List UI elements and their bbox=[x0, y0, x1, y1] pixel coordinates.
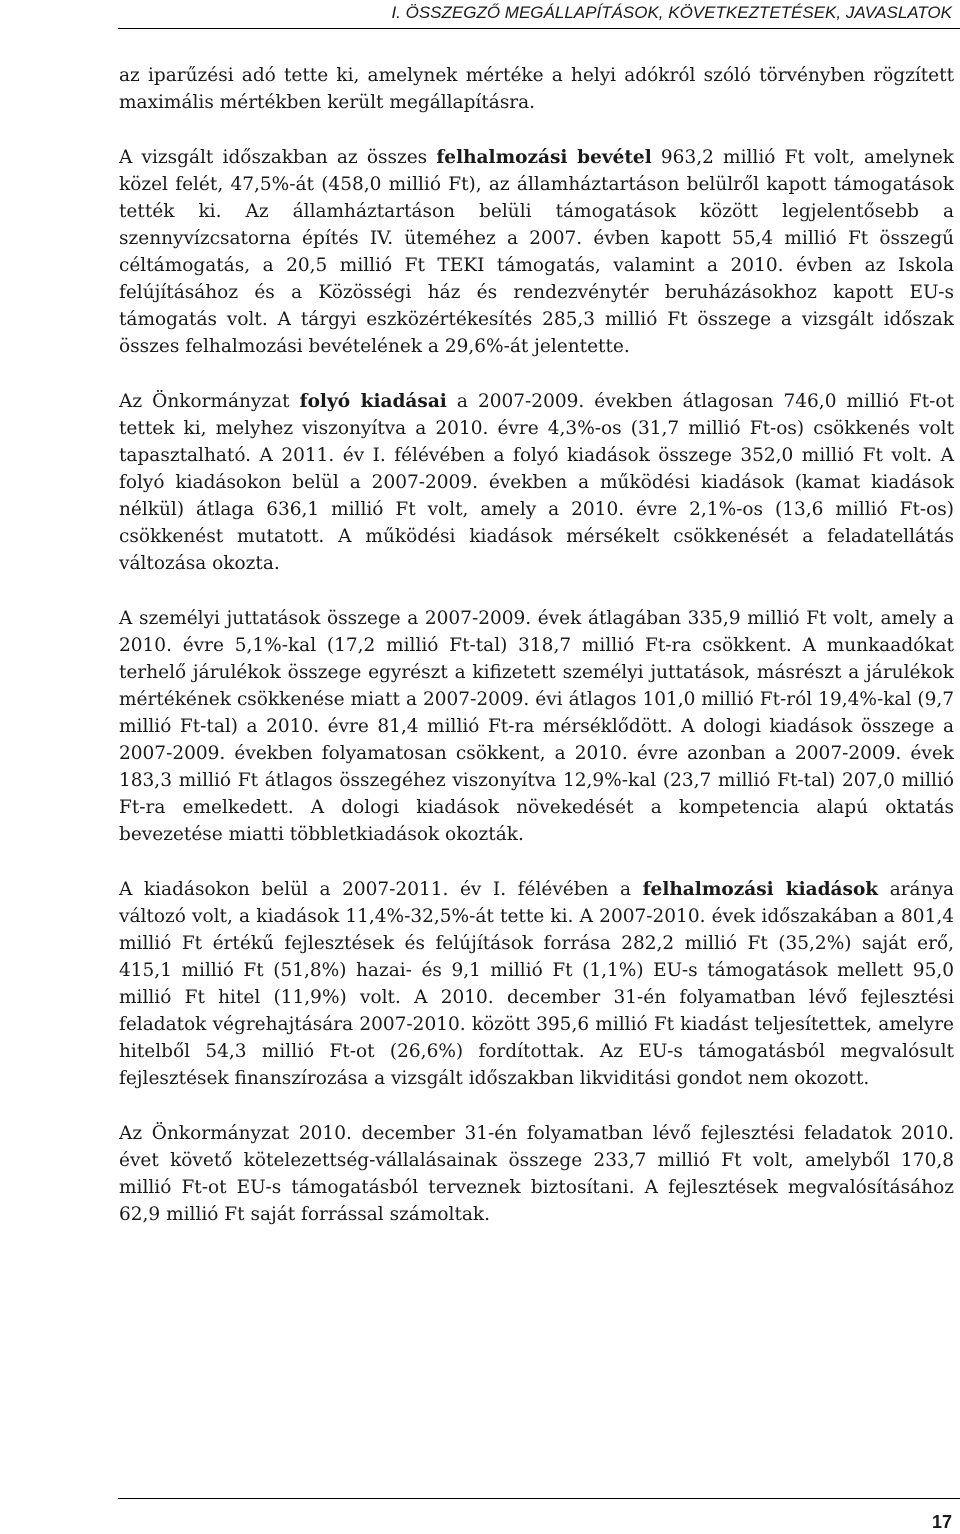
emphasis-term: folyó kiadásai bbox=[299, 391, 447, 412]
paragraph-personnel-costs: A személyi juttatások összege a 2007-2009. évek átlagában 335,9 millió Ft volt, amely a 2010. évre 5,1%-kal (17,2 millió Ft-tal) 318,7 millió Ft-ra csökkent. A munkaadókat terhelő járulékok összege egyrészt a kifizetett személyi juttatások, másrészt a járulékok mértékének csökkenése miatt a 2007-2009. évi átlagos 101,0 millió Ft-ról 19,4%-kal (9,7 millió Ft-tal) a 2010. évre 81,4 millió Ft-ra mérséklődött. A dologi kiadások összege a 2007-2009. években folyamatosan csökkent, a 2010. évre azonban a 2007-2009. évek 183,3 millió Ft átlagos összegéhez viszonyítva 12,9%-kal (23,7 millió Ft-tal) 207,0 millió Ft-ra emelkedett. A dologi kiadások növekedését a kompetencia alapú oktatás bevezetése miatti többletkiadások okozták. bbox=[119, 608, 954, 845]
paragraph-text: aránya változó volt, a kiadások 11,4%-32,5%-át tette ki. A 2007-2010. évek időszakában a 801,4 millió Ft értékű fejlesztések és felújítások forrása 282,2 millió Ft (35,2%) saját erő, 415,1 millió Ft (51,8%) hazai- és 9,1 millió Ft (1,1%) EU-s támogatások mellett 95,0 millió Ft hitel (11,9%) volt. A 2010. december 31-én folyamatban lévő fejlesztési feladatok végrehajtására 2007-2010. között 395,6 millió Ft kiadást teljesítettek, amelyre hitelből 54,3 millió Ft-ot (26,6%) fordítottak. Az EU-s támogatásból megvalósult fejlesztések finanszírozása a vizsgált időszakban likviditási gondot nem okozott. bbox=[119, 879, 954, 1089]
paragraph-text: A vizsgált időszakban az összes bbox=[119, 147, 437, 168]
page-number: 17 bbox=[931, 1512, 952, 1532]
paragraph-text: 963,2 millió Ft volt, amelynek közel felét, 47,5%-át (458,0 millió Ft), az államháztartáson belülről kapott támogatások tették ki. Az államháztartáson belüli támogatások között legjelentősebb a szennyvízcsatorna építés IV. üteméhez a 2007. évben kapott 55,4 millió Ft összegű céltámogatás, a 20,5 millió Ft TEKI támogatás, valamint a 2010. évben az Iskola felújításához és a Közösségi ház és rendezvénytér beruházásokhoz kapott EU-s támogatás volt. A tárgyi eszközértékesítés 285,3 millió Ft összege a vizsgált időszak összes felhalmozási bevételének a 29,6%-át jelentette. bbox=[119, 147, 954, 357]
document-body bbox=[119, 62, 954, 1256]
page-header bbox=[0, 0, 960, 30]
paragraph-capital-revenue bbox=[119, 144, 954, 360]
chapter-title: I. ÖSSZEGZŐ MEGÁLLAPÍTÁSOK, KÖVETKEZTETÉSEK, JAVASLATOK bbox=[391, 3, 952, 22]
paragraph-text: a 2007-2009. években átlagosan 746,0 millió Ft-ot tettek ki, melyhez viszonyítva a 2010. évre 4,3%-os (31,7 millió Ft-os) csökkenés volt tapasztalható. A 2011. év I. félévében a folyó kiadások összege 352,0 millió Ft volt. A folyó kiadásokon belül a 2007-2009. években a működési kiadások (kamat kiadások nélkül) átlaga 636,1 millió Ft volt, amely a 2010. évre 2,1%-os (13,6 millió Ft-os) csökkenést mutatott. A működési kiadások mérsékelt csökkenését a feladatellátás változása okozta. bbox=[119, 391, 954, 574]
paragraph-text: A kiadásokon belül a 2007-2011. év I. félévében a bbox=[119, 879, 643, 900]
emphasis-term: felhalmozási kiadások bbox=[642, 879, 879, 900]
paragraph-text: Az Önkormányzat bbox=[119, 391, 300, 412]
paragraph-commitments: Az Önkormányzat 2010. december 31-én folyamatban lévő fejlesztési feladatok 2010. évet követő kötelezettség-vállalásainak összege 233,7 millió Ft volt, amelyből 170,8 millió Ft-ot EU-s támogatásból terveznek biztosítani. A fejlesztések megvalósításához 62,9 millió Ft saját forrással számoltak. bbox=[119, 1123, 954, 1225]
paragraph-capital-expenditure bbox=[119, 876, 954, 1092]
paragraph-continuation: az iparűzési adó tette ki, amelynek mértéke a helyi adókról szóló törvényben rögzített maximális mértékben került megállapításra. bbox=[119, 65, 954, 113]
header-divider bbox=[118, 28, 960, 29]
paragraph-current-expenditure bbox=[119, 388, 954, 577]
footer-divider bbox=[118, 1498, 960, 1499]
emphasis-term: felhalmozási bevétel bbox=[436, 147, 652, 168]
